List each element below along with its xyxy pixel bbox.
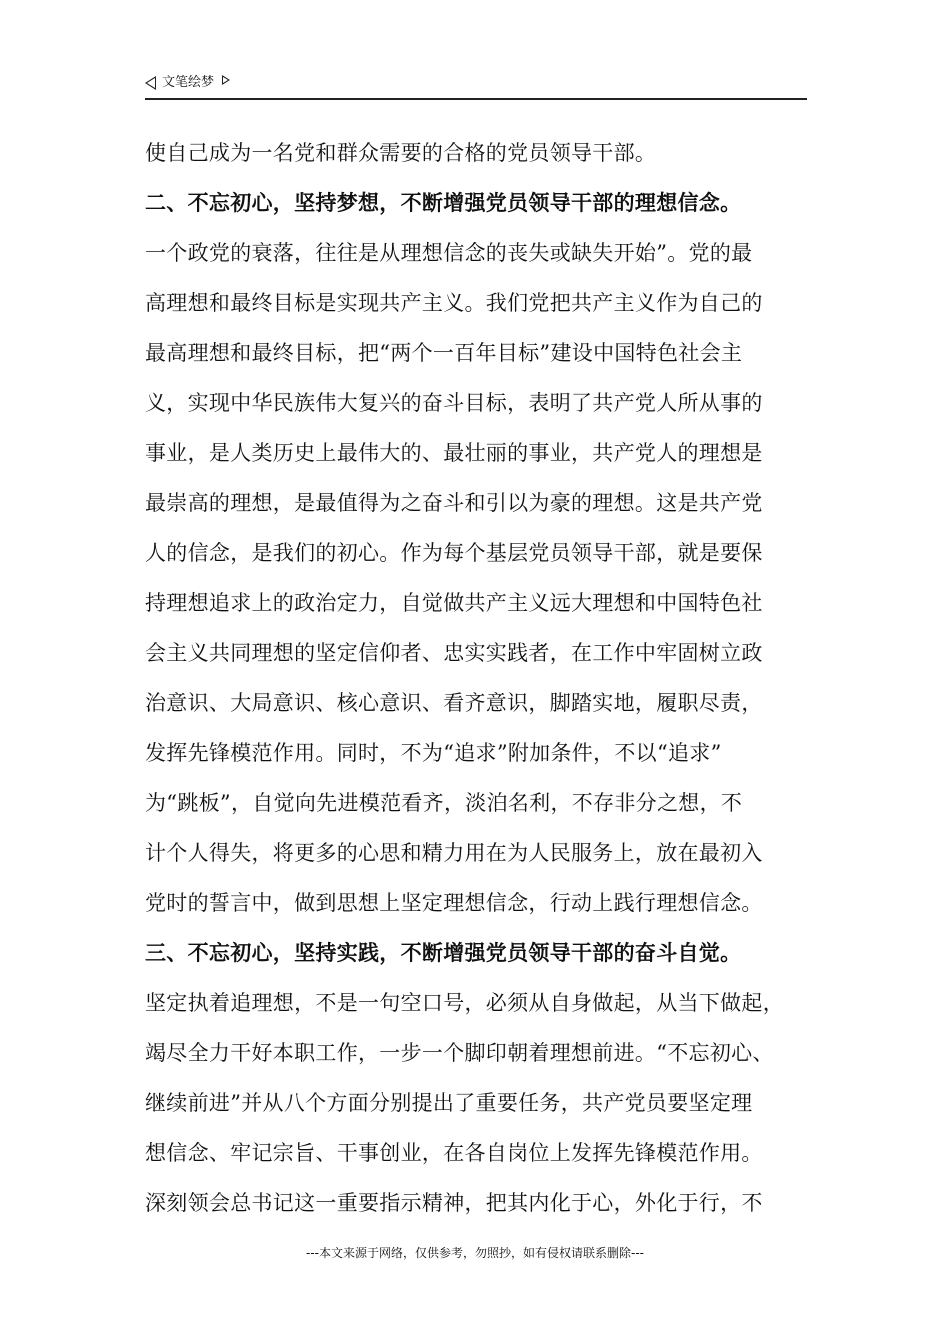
header-brand xyxy=(145,74,230,92)
section-heading: 二、不忘初心，坚持梦想，不断增强党员领导干部的理想信念。 xyxy=(145,191,742,215)
text-line: 一个政党的衰落，往往是从理想信念的丧失或缺失开始”。党的最 xyxy=(145,241,753,265)
section-heading: 三、不忘初心，坚持实践，不断增强党员领导干部的奋斗自觉。 xyxy=(145,941,742,965)
triangle-left-icon xyxy=(145,76,156,90)
text-line: 深刻领会总书记这一重要指示精神，把其内化于心，外化于行，不 xyxy=(145,1191,763,1215)
text-line: 竭尽全力干好本职工作，一步一个脚印朝着理想前进。“不忘初心、 xyxy=(145,1041,774,1065)
page-header xyxy=(145,72,807,100)
text-line: 治意识、大局意识、核心意识、看齐意识，脚踏实地，履职尽责， xyxy=(145,691,763,715)
text-line: 最高理想和最终目标，把“两个一百年目标”建设中国特色社会主 xyxy=(145,341,743,365)
text-line: 使自己成为一名党和群众需要的合格的党员领导干部。 xyxy=(145,141,657,165)
brand-label: 文笔绘梦 xyxy=(162,75,215,90)
text-line: 继续前进”并从八个方面分别提出了重要任务，共产党员要坚定理 xyxy=(145,1091,753,1115)
text-line: 党时的誓言中，做到思想上坚定理想信念，行动上践行理想信念。 xyxy=(145,891,763,915)
text-line: 义，实现中华民族伟大复兴的奋斗目标，表明了共产党人所从事的 xyxy=(145,391,763,415)
document-body xyxy=(145,128,807,1228)
text-line: 人的信念，是我们的初心。作为每个基层党员领导干部，就是要保 xyxy=(145,541,763,565)
text-line: 高理想和最终目标是实现共产主义。我们党把共产主义作为自己的 xyxy=(145,291,763,315)
text-line: 事业，是人类历史上最伟大的、最壮丽的事业，共产党人的理想是 xyxy=(145,441,763,465)
text-line: 最崇高的理想，是最值得为之奋斗和引以为豪的理想。这是共产党 xyxy=(145,491,763,515)
text-line: 想信念、牢记宗旨、干事创业，在各自岗位上发挥先锋模范作用。 xyxy=(145,1141,763,1165)
text-line: 为“跳板”，自觉向先进模范看齐，淡泊名利，不存非分之想，不 xyxy=(145,791,743,815)
text-line: 发挥先锋模范作用。同时，不为“追求”附加条件，不以“追求” xyxy=(145,741,722,765)
text-line: 会主义共同理想的坚定信仰者、忠实实践者，在工作中牢固树立政 xyxy=(145,641,763,665)
footer-disclaimer: ---本文来源于网络，仅供参考，勿照抄，如有侵权请联系删除--- xyxy=(306,1246,644,1260)
text-line: 计个人得失，将更多的心思和精力用在为人民服务上，放在最初入 xyxy=(145,841,763,865)
text-line: 持理想追求上的政治定力，自觉做共产主义远大理想和中国特色社 xyxy=(145,591,763,615)
text-line: 坚定执着追理想，不是一句空口号，必须从自身做起，从当下做起， xyxy=(145,991,784,1015)
triangle-right-icon xyxy=(222,75,230,85)
